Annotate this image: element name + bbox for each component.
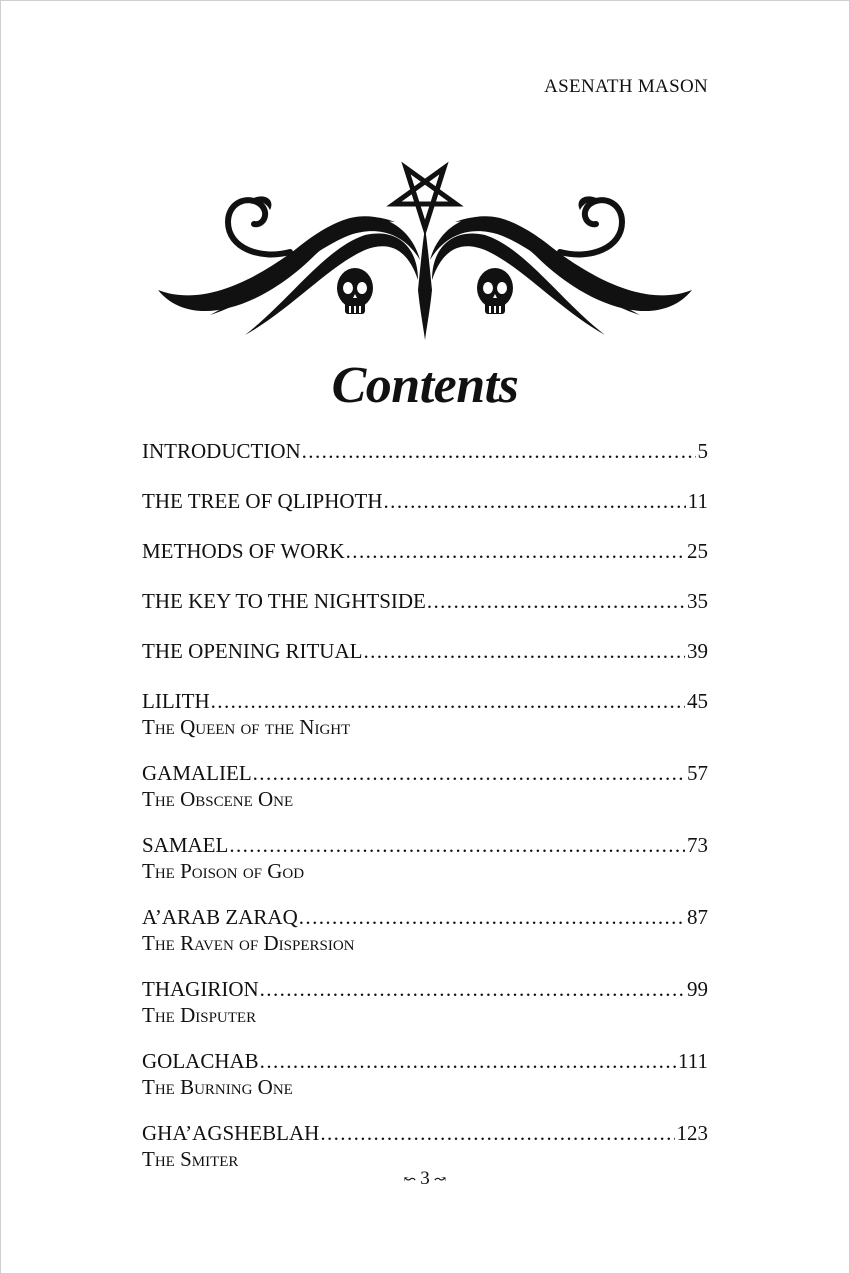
right-swirl-arrow-icon: ↝ (433, 1172, 447, 1188)
toc-entry[interactable] (142, 636, 708, 666)
toc-entry[interactable] (142, 974, 708, 1026)
toc-page-number: 45 (687, 689, 708, 713)
toc-page-number: 35 (687, 589, 708, 613)
right-skull-icon (477, 268, 513, 314)
toc-entry[interactable] (142, 686, 708, 738)
left-skull-icon (337, 268, 373, 314)
toc-title: SAMAEL (142, 833, 229, 857)
page-number-footer (0, 1168, 850, 1190)
right-curl (560, 200, 622, 254)
page-title: Contents (331, 357, 519, 414)
toc-title: GHA’AGSHEBLAH (142, 1121, 320, 1145)
toc-page-number: 57 (687, 761, 708, 785)
toc-entry[interactable] (142, 758, 708, 810)
toc-entry[interactable] (142, 586, 708, 616)
toc-page-number: 123 (676, 1121, 708, 1145)
toc-title: THE KEY TO THE NIGHTSIDE (142, 589, 426, 613)
toc-page-number: 39 (687, 639, 708, 663)
toc-page-number: 11 (687, 489, 708, 513)
toc-title: THE TREE OF QLIPHOTH (142, 489, 383, 513)
toc-page-number: 111 (678, 1049, 708, 1073)
toc-title: A’ARAB ZARAQ (142, 905, 298, 929)
toc-leader (384, 486, 686, 516)
toc-entry[interactable] (142, 830, 708, 882)
toc-title: METHODS OF WORK (142, 539, 345, 563)
toc-entry[interactable] (142, 902, 708, 954)
toc-subtitle: The Disputer (142, 1003, 257, 1027)
toc-leader (320, 1118, 674, 1148)
toc-leader (253, 758, 685, 788)
toc-leader (229, 830, 685, 860)
toc-subtitle: The Smiter (142, 1147, 239, 1171)
toc-title: THE OPENING RITUAL (142, 639, 363, 663)
left-curl (228, 200, 290, 254)
toc-subtitle: The Queen of the Night (142, 715, 351, 739)
right-swash-mid (430, 216, 640, 315)
toc-subtitle: The Poison of God (142, 859, 305, 883)
toc-page-number: 25 (687, 539, 708, 563)
toc-page-number: 87 (687, 905, 708, 929)
toc-subtitle: The Raven of Dispersion (142, 931, 355, 955)
toc-title: GAMALIEL (142, 761, 252, 785)
toc-leader (260, 1046, 676, 1076)
toc-entry[interactable] (142, 1118, 708, 1170)
centre-spike (418, 228, 432, 340)
toc-entry[interactable] (142, 536, 708, 566)
pentagram-icon (394, 168, 456, 228)
toc-leader (211, 686, 685, 716)
toc-entry[interactable] (142, 436, 708, 466)
toc-leader (299, 902, 685, 932)
toc-page-number: 5 (697, 439, 708, 463)
toc-page-number: 73 (687, 833, 708, 857)
left-swirl-arrow-icon: ↜ (403, 1172, 417, 1188)
toc-subtitle: The Obscene One (142, 787, 294, 811)
pentagram-skulls-ornament (150, 140, 700, 345)
toc-leader (260, 974, 685, 1004)
toc-leader (363, 636, 685, 666)
toc-page-number: 99 (687, 977, 708, 1001)
toc-title: LILITH (142, 689, 210, 713)
running-head-author: ASENATH MASON (544, 76, 708, 97)
toc-title: GOLACHAB (142, 1049, 259, 1073)
toc-title: INTRODUCTION (142, 439, 301, 463)
toc-subtitle: The Burning One (142, 1075, 293, 1099)
page-number: 3 (420, 1168, 430, 1189)
toc-entry[interactable] (142, 486, 708, 516)
left-swash-mid (210, 216, 420, 315)
toc-leader (302, 436, 696, 466)
toc-leader (346, 536, 685, 566)
table-of-contents (142, 436, 708, 1190)
toc-entry[interactable] (142, 1046, 708, 1098)
toc-leader (427, 586, 685, 616)
toc-title: THAGIRION (142, 977, 259, 1001)
